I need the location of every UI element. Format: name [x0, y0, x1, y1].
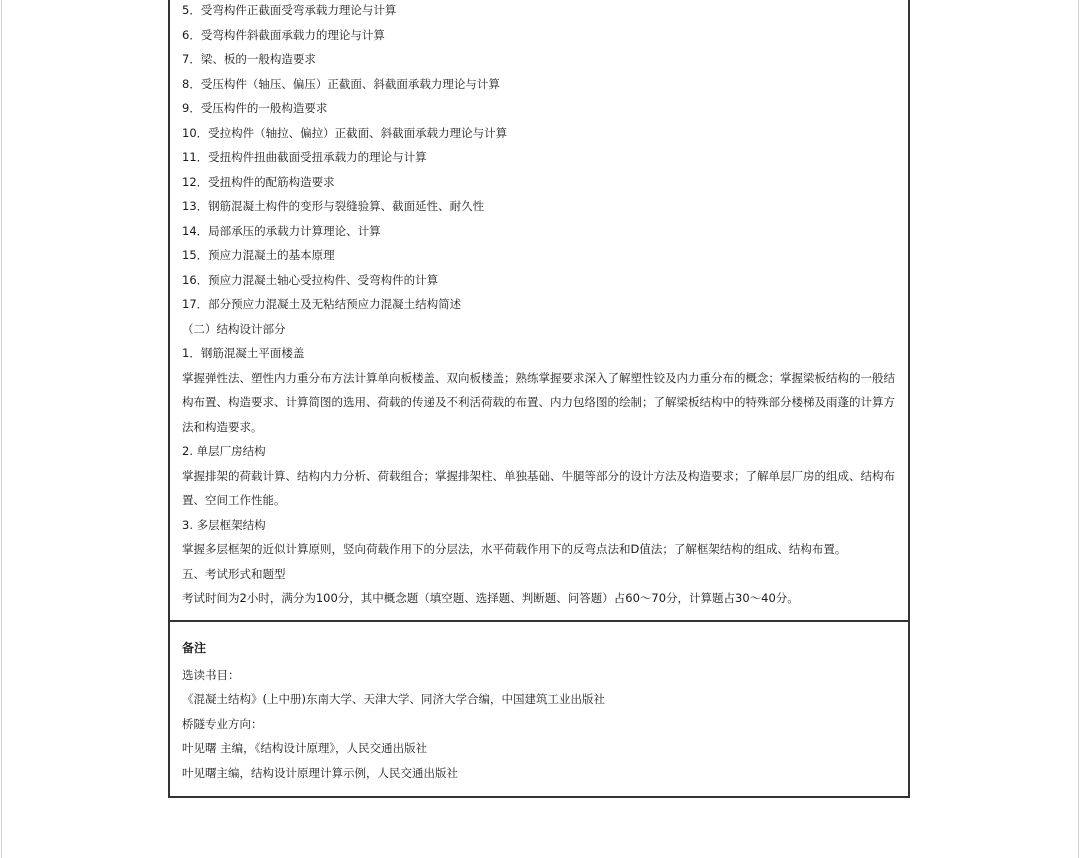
- design-item-1-description: 掌握弹性法、塑性内力重分布方法计算单向板楼盖、双向板楼盖；熟练掌握要求深入了解塑性铰及内力重分布的概念；掌握梁板结构的一般结构布置、构造要求、计算简图的选用、荷载的传递及不利活荷载的布置、内力包络图的绘制；了解梁板结构中的特殊部分楼梯及雨蓬的计算方法和构造要求。: [182, 370, 895, 434]
- list-item: 16．预应力混凝土轴心受拉构件、受弯构件的计算: [182, 272, 439, 287]
- notes-line: 叶见曙主编，结构设计原理计算示例，人民交通出版社: [182, 765, 458, 780]
- document-table: [168, 0, 910, 798]
- list-item: 15．预应力混凝土的基本原理: [182, 248, 335, 262]
- list-item: 17．部分预应力混凝土及无粘结预应力混凝土结构简述: [182, 297, 462, 311]
- list-item: 8．受压构件（轴压、偏压）正截面、斜截面承载力理论与计算: [182, 76, 500, 91]
- list-item: 6．受弯构件斜截面承载力的理论与计算: [182, 27, 385, 42]
- notes-title: 备注: [182, 641, 207, 655]
- design-item-2-description: 掌握排架的荷载计算、结构内力分析、荷载组合；掌握排架柱、单独基础、牛腿等部分的设计方法及构造要求；了解单层厂房的组成、结构布置、空间工作性能。: [182, 468, 895, 507]
- notes-line: 叶见曙 主编，《结构设计原理》，人民交通出版社: [182, 741, 428, 755]
- syllabus-content-section: [170, 0, 908, 622]
- notes-line: 桥隧专业方向：: [182, 716, 263, 731]
- list-item: 9．受压构件的一般构造要求: [182, 101, 328, 115]
- list-item: 12．受扭构件的配筋构造要求: [182, 174, 335, 189]
- list-item: 10．受拉构件（轴拉、偏拉）正截面、斜截面承载力理论与计算: [182, 125, 508, 140]
- design-item-3-description: 掌握多层框架的近似计算原则，竖向荷载作用下的分层法，水平荷载作用下的反弯点法和D值法；了解框架结构的组成、结构布置。: [182, 542, 847, 556]
- exam-description: 考试时间为2小时，满分为100分，其中概念题（填空题、选择题、判断题、问答题）占60～70分，计算题占30～40分。: [182, 591, 799, 605]
- list-item: 7．梁、板的一般构造要求: [182, 52, 316, 66]
- design-item-2-title: 2. 单层厂房结构: [182, 444, 266, 458]
- list-item: 5．受弯构件正截面受弯承载力理论与计算: [182, 3, 397, 17]
- design-section-heading: （二）结构设计部分: [182, 321, 286, 336]
- notes-line: 《混凝土结构》(上中册)东南大学、天津大学、同济大学合编，中国建筑工业出版社: [182, 692, 605, 706]
- list-item: 11．受扭构件扭曲截面受扭承载力的理论与计算: [182, 150, 427, 164]
- list-item: 13．钢筋混凝土构件的变形与裂缝验算、截面延性、耐久性: [182, 199, 485, 213]
- notes-section: [170, 622, 908, 785]
- notes-line: 选读书目：: [182, 667, 240, 682]
- design-item-3-title: 3. 多层框架结构: [182, 517, 266, 532]
- exam-section-heading: 五、考试形式和题型: [182, 566, 286, 581]
- list-item: 14．局部承压的承载力计算理论、计算: [182, 223, 381, 238]
- design-item-1-title: 1．钢筋混凝土平面楼盖: [182, 346, 305, 360]
